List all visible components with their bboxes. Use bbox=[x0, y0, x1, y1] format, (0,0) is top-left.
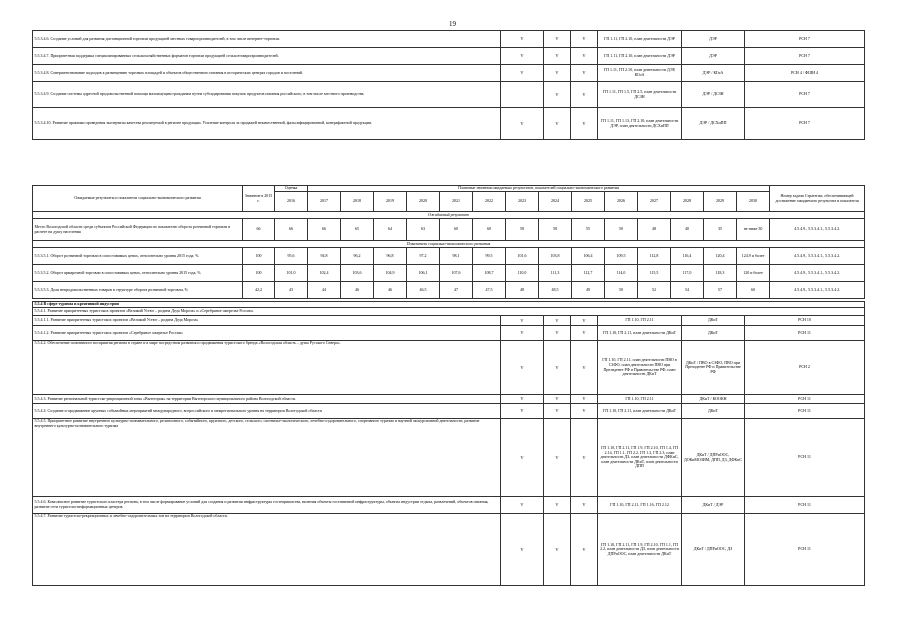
measure-text: 5.5.4.6. Комплексное развитие туристского кластера региона, в том числе формирование условий для создания и развития инфраструктуры гостеприимства, включая объекты гостиничной инфраструктуры, объекты индустрии отдыха, развлечений, объектов питания, развитие сети туристско-информационных центров. bbox=[33, 497, 501, 514]
year-header: 2030 bbox=[737, 192, 770, 212]
measure-text: 5.5.3.4.10. Развитие практики проведения экспертизы качества реализуемой в регионе продукции. Усиление контроля за продажей некачественной, фальсифицированной, контрафактной продукции. bbox=[33, 108, 501, 140]
year-header: 2017 bbox=[308, 192, 341, 212]
indicator-name: Место Вологодской области среди субъектов Российской Федерации по показателю оборота розничной торговли в расчете на душу населения bbox=[33, 219, 243, 241]
estimate-label: Оценка bbox=[275, 186, 308, 192]
table-row: 5.5.3.4.10. Развитие практики проведения экспертизы качества реализуемой в регионе продукции. Усиление контроля за продажей некачественной, фальсифицированной, контрафактной продукции. V V V ГП 1.11, ГП 1.13, ГП 2.10, план деятельности ДЭР, план деятельности ДСХиПП ДЭР / ДСХиПП РСН 7 bbox=[33, 108, 865, 140]
measures-table-tourism bbox=[32, 301, 865, 586]
year-header: 2027 bbox=[638, 192, 671, 212]
base-year-label: Значение в 2015 г. bbox=[243, 186, 275, 212]
year-header: 2019 bbox=[374, 192, 407, 212]
table-row: 5.5.4.2. Обеспечение позитивного восприятия региона в стране и в мире посредством развития и продвижения туристского бренда «Вологодская область – душа Русского Севера». V V V ГП 1.10, ГП 2.11, план деятельности ПВО в СЗФО, план деятельности ПВО при Президенте РФ и Правительстве РФ, план деятельности ДКиТ ДКиТ / ПВО в СЗФО, ПВО при Президенте РФ и Правительстве РФ РСН 2 bbox=[33, 341, 865, 395]
measure-text: 5.5.4.1.2. Развитие приоритетных туристских проектов «Серебряное ожерелье России» bbox=[33, 326, 501, 341]
measure-text: 5.5.4.1. Развитие приоритетных туристских проектов «Великий Устюг – родина Деда Мороза» и «Серебряное ожерелье России» bbox=[33, 308, 865, 316]
expected-result-label: Ожидаемый результат bbox=[33, 212, 865, 219]
year-header: 2018 bbox=[341, 192, 374, 212]
indicators-table bbox=[32, 185, 865, 299]
measure-text: 5.5.3.4.6. Создание условий для развития дистанционной торговли продукцией местных товаропроизводителей, в том числе интернет-торговли. bbox=[33, 31, 501, 48]
indicator-name: 5.5.3.5.3. Доля непродовольственных товаров в структуре оборота розничной торговли, % bbox=[33, 282, 243, 299]
indicator-name: 5.5.3.5.2. Оборот ярмарочной торговли в сопоставимых ценах, относительно уровня 2015 года, % bbox=[33, 265, 243, 282]
measure-text: 5.5.3.4.9. Создание системы адресной продовольственной помощи малоимущим гражданам путем субсидирования покупок продуктов питания российского, в том числе местного производства. bbox=[33, 82, 501, 108]
indicators-head-label: Ожидаемые результаты и показатели социально-экономического развития bbox=[33, 186, 243, 212]
year-header: 2025 bbox=[572, 192, 605, 212]
table-row: 5.5.4.4. Создание и продвижение крупных событийных мероприятий международного, всероссийского и межрегионального уровня на территории Вологодской области V V V ГП 1.10, ГП 2.11, план деятельности ДКиТ ДКиТ РСН 11 bbox=[33, 404, 865, 419]
year-header: 2016 bbox=[275, 192, 308, 212]
table-row: 5.5.3.4.6. Создание условий для развития дистанционной торговли продукцией местных товаропроизводителей, в том числе интернет-торговли. V V V ГП 1.11, ГП 2.10, план деятельности ДЭР ДЭР РСН 7 bbox=[33, 31, 865, 48]
table-row: 5.5.3.4.9. Создание системы адресной продовольственной помощи малоимущим гражданам путем субсидирования покупок продуктов питания российского, в том числе местного производства. V V ГП 1.11, ГП 1.5, ГП 2.5, план деятельности ДСЗН ДЭР / ДСЗН РСН 7 bbox=[33, 82, 865, 108]
year-header: 2023 bbox=[506, 192, 539, 212]
year-header: 2029 bbox=[704, 192, 737, 212]
table-row bbox=[33, 308, 865, 316]
year-header: 2020 bbox=[407, 192, 440, 212]
measure-text: 5.5.4.5. Приоритетное развитие внутреннего культурно-познавательного, религиозного, событийного, круизного, детского, сельского, охотничье-экологического, лечебно-оздоровительного, спортивного туризма и научной экскурсионной деятельности, развитие внутреннего культурно-познавательного туризма bbox=[33, 419, 501, 497]
task-number-label: Номер задачи Стратегии, обеспечивающей достижение ожидаемого результата и показателя bbox=[770, 186, 865, 212]
measure-text: 5.5.4.3. Развитие региональной туристско-рекреационной зоны «Вытегория» на территории Вытегорского муниципального района Вологодской области. bbox=[33, 395, 501, 404]
table-row: 5.5.4.6. Комплексное развитие туристского кластера региона, в том числе формирование условий для создания и развития инфраструктуры гостеприимства, включая объекты гостиничной инфраструктуры, объекты индустрии отдыха, развлечений, объектов питания, развитие сети туристско-информационных центров. V V V ГП 1.10, ГП 2.11, ГП 1.16, ГП 2.12 ДКиТ / ДЭР РСН 11 bbox=[33, 497, 865, 514]
measures-table-top bbox=[32, 30, 865, 140]
section-title: 5.5.4 В сфере туризма и креативной индустрии bbox=[33, 302, 865, 308]
table-row: 5.5.4.5. Приоритетное развитие внутреннего культурно-познавательного, религиозного, событийного, круизного, детского, сельского, охотничье-экологического, лечебно-оздоровительного, спортивного туризма и научной экскурсионной деятельности, развитие внутреннего культурно-познавательного туризма V V V ГП 1.10, ГП 2.11, ГП 1.9, ГП 2.10, ГП 1.4, ГП 2.14, ГП 1.1, ГП 2.2, ГП 1.3, ГП 2.3, план деятельности ДЗ, план деятельности ДФКиС, план деятельности ДКиТ, план деятельности ДПП ДКиТ / ДПРиООС, ДОКиМОЗИМ, ДПП, ДЗ, ДФКиС РСН 11 bbox=[33, 419, 865, 497]
measure-text: 5.5.3.4.7. Приоритетная поддержка специализированных сельскохозяйственных форматов торговли продукцией сельхозтоваропроизводителей. bbox=[33, 48, 501, 65]
table-row: 5.5.3.5.1. Оборот розничной торговли в сопоставимых ценах, относительно уровня 2015 года, % 100 95,6 94,8 96,2 96,8 97,2 98,1 99,5 101,6 103,8 106,4 109,5 112,8 116,4 120,4 124,9 и более 4.5.4.9., 5.5.3.4.1., 5.5.3.4.2. bbox=[33, 248, 865, 265]
table-row: 5.5.4.3. Развитие региональной туристско-рекреационной зоны «Вытегория» на территории Вытегорского муниципального района Вологодской области. V V V ГП 1.10, ГП 2.11 ДКиТ / КООКН РСН 11 bbox=[33, 395, 865, 404]
year-header: 2021 bbox=[440, 192, 473, 212]
plan-label: Плановые значения ожидаемых результатов, показателей социально-экономического развития bbox=[308, 186, 770, 192]
table-row: 5.5.4.1.2. Развитие приоритетных туристских проектов «Серебряное ожерелье России» V V V ГП 1.10, ГП 2.11, план деятельности ДКиТ ДКиТ РСН 11 bbox=[33, 326, 865, 341]
measure-text: 5.5.4.1.1. Развитие приоритетных туристских проектов «Великий Устюг – родина Деда Мороза» bbox=[33, 316, 501, 326]
table-row: Место Вологодской области среди субъектов Российской Федерации по показателю оборота розничной торговли в расчете на душу населения 66 66 66 65 64 63 60 60 58 58 55 50 48 40 35 не ниже 30 4.5.4.9., 5.5.3.4.1., 5.5.3.4.2. bbox=[33, 219, 865, 241]
table-row: 5.5.4.7. Развитие туристско-рекреационных и лечебно-оздоровительных зон на территории Вологодской области. V V V ГП 1.10, ГП 2.11, ГП 1.9, ГП 2.10, ГП 1.1, ГП 2.2, план деятельности ДЗ, план деятельности ДПРиООС, план деятельности ДКиТ ДКиТ / ДПРиООС, ДЗ РСН 11 bbox=[33, 514, 865, 586]
table-row: 5.5.3.5.2. Оборот ярмарочной торговли в сопоставимых ценах, относительно уровня 2015 года, % 100 101,0 102,4 103,6 104,9 106,1 107,6 108,7 110,0 111,3 112,7 114,0 115,5 117,0 118,3 120 и более 4.5.4.9., 5.5.3.4.1., 5.5.3.4.2. bbox=[33, 265, 865, 282]
table-row: 5.5.4.1.1. Развитие приоритетных туристских проектов «Великий Устюг – родина Деда Мороза» V V V ГП 1.10, ГП 2.11 ДКиТ РСН 10 bbox=[33, 316, 865, 326]
measure-text: 5.5.4.7. Развитие туристско-рекреационных и лечебно-оздоровительных зон на территории Вологодской области. bbox=[33, 514, 501, 586]
page-number: 19 bbox=[449, 20, 456, 28]
year-header: 2028 bbox=[671, 192, 704, 212]
socio-indicators-label: Показатели социально-экономического развития bbox=[33, 241, 865, 248]
measure-text: 5.5.4.2. Обеспечение позитивного восприятия региона в стране и в мире посредством развития и продвижения туристского бренда «Вологодская область – душа Русского Севера». bbox=[33, 341, 501, 395]
year-header: 2026 bbox=[605, 192, 638, 212]
year-header: 2022 bbox=[473, 192, 506, 212]
table-row: 5.5.3.5.3. Доля непродовольственных товаров в структуре оборота розничной торговли, % 42,2 43 44 46 46 46,5 47 47,5 48 48,5 49 50 52 54 57 60 4.5.4.9., 5.5.3.4.1., 5.5.3.4.2. bbox=[33, 282, 865, 299]
measure-text: 5.5.3.4.8. Совершенствование подходов к размещению торговых площадей и объектов общественного питания в исторических центрах городов и поселений. bbox=[33, 65, 501, 82]
measure-text: 5.5.4.4. Создание и продвижение крупных событийных мероприятий международного, всероссийского и межрегионального уровня на территории Вологодской области bbox=[33, 404, 501, 419]
indicator-name: 5.5.3.5.1. Оборот розничной торговли в сопоставимых ценах, относительно уровня 2015 года, % bbox=[33, 248, 243, 265]
table-row: 5.5.3.4.7. Приоритетная поддержка специализированных сельскохозяйственных форматов торговли продукцией сельхозтоваропроизводителей. V V V ГП 1.11, ГП 2.10, план деятельности ДЭР ДЭР РСН 7 bbox=[33, 48, 865, 65]
year-header: 2024 bbox=[539, 192, 572, 212]
table-row: 5.5.3.4.8. Совершенствование подходов к размещению торговых площадей и объектов общественного питания в исторических центрах городов и поселений. V V V ГП 1.11, ГП 2.10, план деятельности ДЭР, КГиА ДЭР / КГиА РСН 4 / ФШН 4 bbox=[33, 65, 865, 82]
